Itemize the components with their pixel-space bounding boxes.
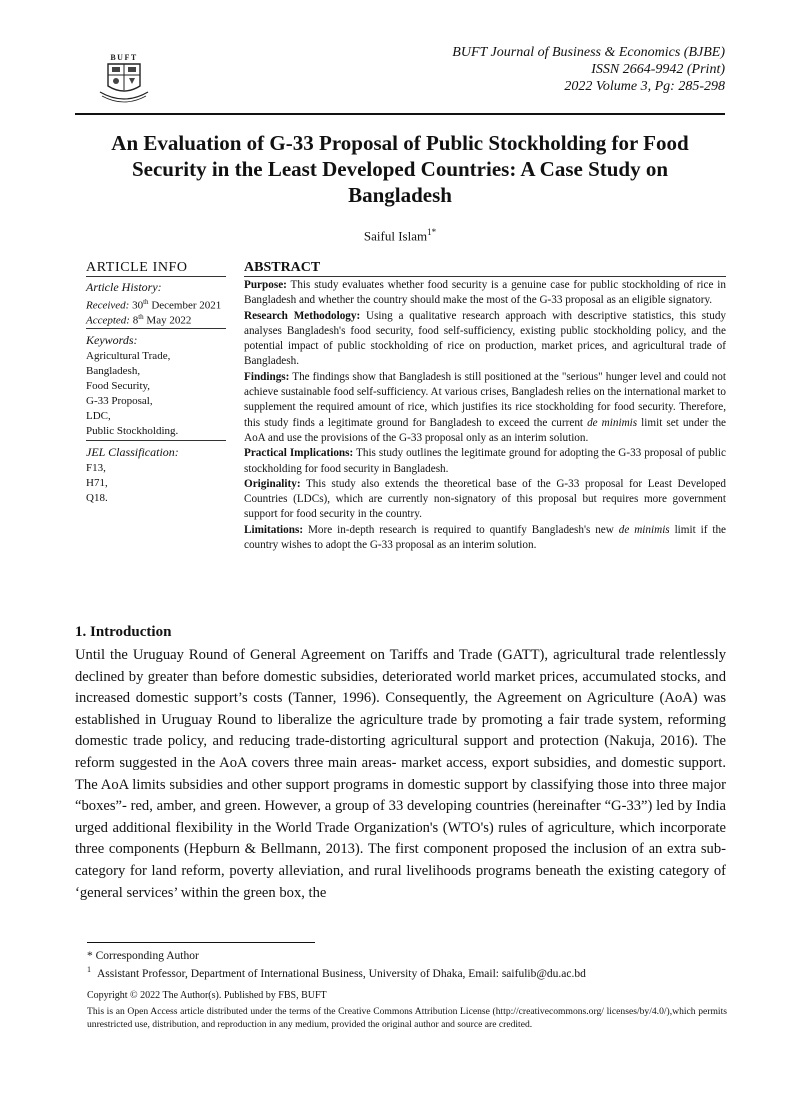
author-name: Saiful Islam — [363, 228, 428, 244]
keyword: Food Security, — [86, 380, 151, 392]
keyword: G-33 Proposal, — [86, 395, 153, 407]
keyword: Agricultural Trade, — [86, 350, 171, 362]
abstract-purpose: Purpose: This study evaluates whether food security is a genuine case for public stockholding of rice in Bangladesh and whether the country should make the most of the G-33 proposal as an eligible signatory. — [244, 279, 726, 307]
buft-logo — [96, 52, 152, 104]
abstract-divider — [244, 276, 726, 277]
footnote-divider — [87, 942, 315, 943]
jel-code: F13, — [86, 462, 106, 474]
footnote-affiliation: $^1$ Assistant Professor, Department of International Business, University of Dhaka, Email: saifulib@du.ac.bd — [87, 965, 586, 980]
abstract-limitations: Limitations: More in-depth research is required to quantify Bangladesh's new de minimis limit if the country wishes to adopt the G-33 proposal as an interim solution. — [244, 523, 727, 552]
footnote-corresponding: * Corresponding Author — [87, 950, 199, 962]
copyright-line: Copyright © 2022 The Author(s). Published by FBS, BUFT — [87, 990, 327, 1001]
journal-volume: 2022 Volume 3, Pg: 285-298 — [564, 79, 725, 94]
logo-text: BUFT — [110, 53, 138, 62]
section-heading: 1. Introduction — [75, 624, 172, 640]
journal-name: BUFT Journal of Business & Economics (BJBE) — [452, 45, 725, 60]
introduction-body: Until the Uruguay Round of General Agreement on Tariffs and Trade (GATT), agricultural trade relentlessly declined by greater than before domestic subsidies, deteriorated world market prices, accumulated stocks, and increased domestic support’s costs (Tanner, 1996). Consequently, the Agreement on Agriculture (AoA) was established in Uruguay Round to liberalize the agriculture trade by promoting a fair trade system, reforming domestic trade policy, and reducing trade-distorting agricultural support and protection (Nakuja, 2016). The reform suggested in the AoA covers three main areas- market access, export subsidies, and domestic support. The AoA limits subsidies and other support programs in domestic support by classifying those into three major “boxes”- red, amber, and green. However, a group of 33 developing countries (hereinafter “G-33”) led by India urged additional flexibility in the World Trade Organization's (WTO's) rules of agriculture, which incorporate three components (Hepburn & Bellmann, 2013). The first component proposed the inclusion of an extra sub-category for land reform, poverty alleviation, and rural livelihoods programs beneath the existing category of ‘general services’ within the green box, the — [75, 647, 726, 901]
author-line — [0, 227, 800, 244]
journal-citation — [452, 44, 725, 95]
keyword: Bangladesh, — [86, 365, 141, 377]
jel-code: H71, — [86, 477, 108, 489]
jel-list — [86, 461, 108, 506]
received-date: Received: 30th December 2021 — [86, 298, 222, 312]
keyword: LDC, — [86, 410, 111, 422]
paper-title: An Evaluation of G-33 Proposal of Public Stockholding for Food Security in the Least Developed Countries: A Case Study on Bangladesh — [111, 131, 689, 207]
abstract-heading: ABSTRACT — [244, 260, 321, 275]
keywords-divider — [86, 328, 226, 329]
article-info-divider — [86, 276, 226, 277]
jel-divider — [86, 440, 226, 441]
abstract-body — [244, 278, 726, 553]
author-mark: 1* — [427, 227, 437, 237]
license-text: This is an Open Access article distributed under the terms of the Creative Commons Attribution License (http://creativecommons.org/ licenses/by/4.0/),which permits unrestricted use, distribution, and reproduction in any medium, provided the original author and source are credited. — [87, 1006, 727, 1030]
abstract-findings: Findings: The findings show that Bangladesh is still positioned at the "serious" hunger level and could not achieve sustainable food self-sufficiency. At various crises, Bangladesh relies on the international market to supplement the required amount of rice, which justifies its rice stockholding for food security. Therefore, this study finds a legitimate ground for Bangladesh to exceed the current de minimis limit set under the AoA and use the provisions of the G-33 proposal only as an interim solution. — [244, 370, 727, 444]
abstract-originality: Originality: This study also extends the theoretical base of the G-33 proposal for Least Developed Countries (LDCs), which are currently non-signatory of this proposal but requires more government support for food security in the country. — [244, 477, 726, 521]
abstract-methodology: Research Methodology: Using a qualitative research approach with descriptive statistics, this study analyses Bangladesh's food security, food self-sufficiency, existing public stockholding policy, and the potential impact of public stockholding of rice on production, market prices, and agricultural trade of Bangladesh. — [244, 309, 727, 368]
keywords-label: Keywords: — [86, 333, 138, 347]
header-divider — [75, 113, 725, 115]
abstract-implications: Practical Implications: This study outlines the legitimate ground for adopting the G-33 proposal of public stockholding for food security in Bangladesh. — [244, 447, 726, 475]
jel-label: JEL Classification: — [86, 445, 179, 459]
accepted-date: Accepted: 8th May 2022 — [86, 313, 192, 327]
article-info-heading: ARTICLE INFO — [86, 260, 188, 275]
keywords-list — [86, 349, 178, 439]
journal-issn: ISSN 2664-9942 (Print) — [591, 62, 725, 77]
keyword: Public Stockholding. — [86, 425, 179, 437]
jel-code: Q18. — [86, 492, 108, 504]
history-label: Article History: — [86, 280, 162, 294]
